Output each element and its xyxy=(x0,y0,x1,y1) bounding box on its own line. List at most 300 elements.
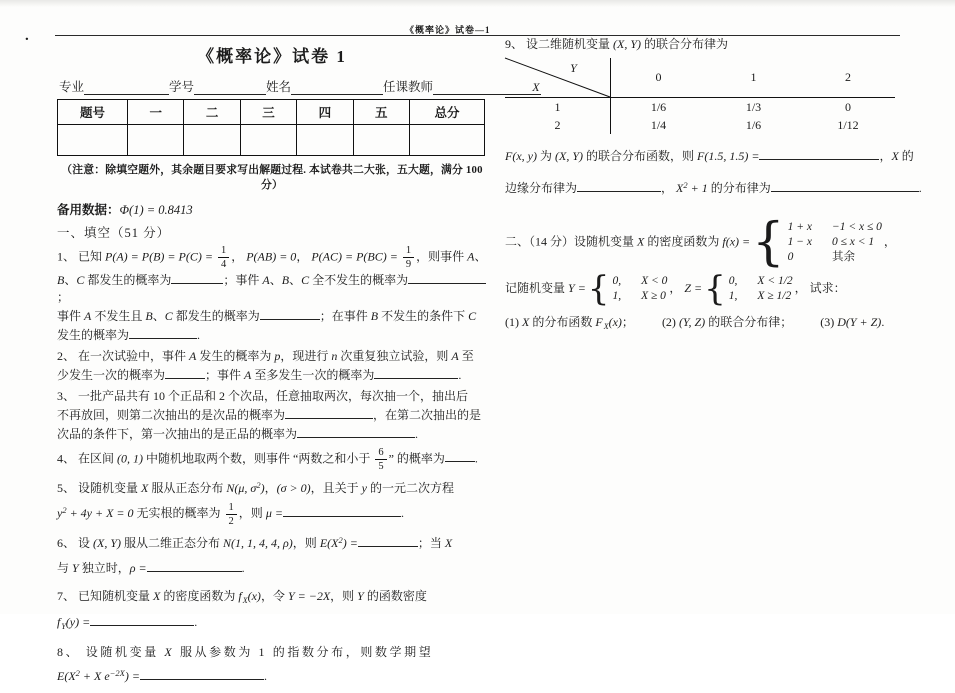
spacer xyxy=(792,325,820,326)
backup-data-value: Φ(1) = 0.8413 xyxy=(119,203,193,217)
text-run: . xyxy=(241,560,245,575)
case-cell: 0, xyxy=(728,275,738,287)
text-line xyxy=(57,270,487,306)
text-run: 的密度函数为 xyxy=(644,234,723,249)
text-run: ， xyxy=(879,149,892,163)
text-run: ，现进行 xyxy=(280,349,332,364)
math-run: X xyxy=(637,234,645,249)
math-run: (x) xyxy=(608,315,622,329)
piecewise-cases xyxy=(704,268,793,309)
text-run: . xyxy=(918,181,922,195)
math-run: Z = xyxy=(684,280,703,295)
text-line xyxy=(57,447,487,472)
table-col-header: 0 xyxy=(611,58,706,98)
blank-field xyxy=(283,503,401,517)
student-info-line xyxy=(59,77,487,95)
text-run: 的函数密度 xyxy=(363,588,427,603)
question-5 xyxy=(57,476,487,527)
score-table-header-cell: 二 xyxy=(184,100,240,125)
cases-rows xyxy=(612,274,667,304)
math-run: P(AC) = P(BC) = xyxy=(311,249,401,264)
math-run: (0, 1) xyxy=(117,451,144,466)
math-run: X xyxy=(444,535,453,550)
piecewise-cases xyxy=(752,212,882,272)
text-run: 、 xyxy=(152,309,165,324)
table-cell: 1/6 xyxy=(745,117,762,132)
case-cell: X ≥ 1/2 xyxy=(757,290,792,302)
text-run: 6、 设 xyxy=(57,535,94,550)
text-run: ， 试求： xyxy=(794,280,846,295)
text-run: 的密度函数为 xyxy=(160,588,239,603)
score-table-empty-cell xyxy=(354,125,410,155)
math-run: f xyxy=(57,614,61,629)
text-line xyxy=(505,268,950,309)
math-run: p xyxy=(274,349,281,364)
scan-artifact-band xyxy=(0,0,955,7)
text-line xyxy=(505,172,950,205)
info-field-major xyxy=(59,77,169,95)
text-run: 为 xyxy=(536,149,555,163)
text-run: ，则 xyxy=(292,535,320,550)
question-9-body xyxy=(505,140,950,205)
question-9-intro xyxy=(505,36,950,53)
math-run: A xyxy=(84,309,92,324)
text-run: 的分布律为 xyxy=(707,181,771,195)
text-run: 都发生的概率为 xyxy=(172,309,260,324)
text-run: . xyxy=(194,614,198,629)
text-run: 7、 已知随机变量 xyxy=(57,588,154,603)
text-run: 至 xyxy=(458,349,474,364)
case-cell: 0 xyxy=(787,251,794,263)
superscript: 2 xyxy=(62,505,67,516)
text-run: 全不发生的概率为 xyxy=(309,273,409,288)
math-run: (X, Y) xyxy=(613,37,642,51)
text-run: ，且关于 xyxy=(310,481,362,496)
question-3 xyxy=(57,388,487,443)
text-run: . xyxy=(263,668,267,683)
text-run: 4、 在区间 xyxy=(57,451,118,466)
text-run: ；当 xyxy=(417,535,445,550)
math-run: B xyxy=(281,273,290,288)
case-cell: X < 1/2 xyxy=(757,275,793,287)
joint-distribution-table xyxy=(505,58,895,134)
text-run: 少发生一次的概率为 xyxy=(57,368,166,383)
text-run: 次品的条件下，第一次抽出的是正品的概率为 xyxy=(57,427,298,442)
blank-field xyxy=(171,270,223,284)
text-run: 中随机地取两个数，则事件 “两数之和小于 xyxy=(143,451,374,466)
subscript: Y xyxy=(61,621,66,631)
math-run: P(A) = P(B) = P(C) = xyxy=(105,249,216,264)
text-run: 8、 设随机变量 xyxy=(57,644,165,659)
score-table-header-cell: 题号 xyxy=(58,100,128,125)
case-cell: 1, xyxy=(728,290,738,302)
backup-data xyxy=(57,200,487,218)
text-run: ； xyxy=(621,315,634,329)
blank-field xyxy=(297,424,415,438)
math-run: ) = xyxy=(124,668,140,683)
math-run: A xyxy=(189,349,197,364)
text-run: ，在第二次抽出的是 xyxy=(373,408,482,423)
math-run: F(1.5, 1.5) = xyxy=(697,149,760,163)
info-label: 任课教师 xyxy=(383,80,434,94)
text-run: ，则 xyxy=(330,588,358,603)
denominator: 5 xyxy=(378,461,384,473)
text-run: 发生的概率为 xyxy=(196,349,275,364)
left-column xyxy=(57,42,487,693)
text-run: ，令 xyxy=(260,588,288,603)
math-run: P(AB) = 0 xyxy=(246,249,297,264)
math-run: D(Y + Z) xyxy=(837,315,882,329)
math-run: (X, Y) xyxy=(93,535,122,550)
text-run: 、 xyxy=(474,249,487,264)
diagonal-line xyxy=(505,58,610,97)
text-line xyxy=(57,405,487,424)
table-row-header: 1 xyxy=(505,98,611,116)
corner-mark: . xyxy=(25,28,29,44)
text-run: . xyxy=(415,427,419,442)
text-run: 的分布函数 xyxy=(529,315,596,329)
question-6 xyxy=(57,531,487,580)
text-line xyxy=(57,610,487,636)
text-line xyxy=(505,36,950,53)
text-line xyxy=(57,640,487,664)
text-run: 都发生的概率为 xyxy=(84,273,172,288)
math-run: ρ = xyxy=(129,560,147,575)
text-line xyxy=(57,476,487,501)
math-run: ) = xyxy=(342,535,358,550)
case-cell: 0, xyxy=(612,275,622,287)
math-run: C xyxy=(301,273,310,288)
blank-field xyxy=(408,270,486,284)
text-line xyxy=(57,245,487,270)
math-run: B xyxy=(370,309,379,324)
text-run: 边缘分布律为 xyxy=(505,181,578,195)
table-col-header: 2 xyxy=(801,58,895,98)
text-run: 不发生且 xyxy=(91,309,146,324)
math-run: X xyxy=(522,315,530,329)
math-run: N(1, 1, 4, 4, ρ) xyxy=(223,535,293,550)
brace-glyph: { xyxy=(752,212,785,272)
superscript: 2 xyxy=(256,480,261,491)
math-run: f(x) = xyxy=(722,234,751,249)
text-run: 记随机变量 xyxy=(505,280,569,295)
text-line xyxy=(57,531,487,556)
math-run: (X, Y) xyxy=(555,149,583,163)
text-run: ；事件 xyxy=(205,368,245,383)
text-run: 事件 xyxy=(57,309,85,324)
superscript: 2 xyxy=(338,534,343,545)
text-line xyxy=(57,556,487,580)
question-2 xyxy=(57,348,487,384)
text-run: 1、 已知 xyxy=(57,249,106,264)
text-line xyxy=(57,388,487,405)
text-run: (1) xyxy=(505,315,522,329)
numerator: 6 xyxy=(375,447,386,460)
math-run: + X e xyxy=(79,668,110,683)
question-7 xyxy=(57,584,487,636)
info-blank xyxy=(194,81,266,95)
text-line xyxy=(505,212,950,272)
text-run: 5、 设随机变量 xyxy=(57,481,142,496)
cases-rows xyxy=(788,220,882,265)
info-field-student-id xyxy=(169,77,266,95)
math-run: X xyxy=(141,481,149,496)
case-cell: −1 < x ≤ 0 xyxy=(831,221,882,233)
table-col-header: 1 xyxy=(706,58,801,98)
math-run: A xyxy=(262,273,270,288)
backup-data-label: 备用数据： xyxy=(57,203,120,217)
text-run: 的联合分布律为 xyxy=(641,37,729,51)
math-run: E(X xyxy=(57,668,76,683)
math-run: A xyxy=(244,368,252,383)
text-line xyxy=(57,664,487,689)
blank-field xyxy=(771,178,919,192)
blank-field xyxy=(759,146,879,160)
page-title: 《概率论》试卷 1 xyxy=(197,47,347,66)
text-run: ， xyxy=(661,181,677,195)
blank-field xyxy=(285,405,373,419)
text-run: 、 xyxy=(269,273,282,288)
text-run: . xyxy=(881,315,885,329)
math-run: A xyxy=(467,249,475,264)
text-run: 服从参数为 1 的指数分布，则数学期望 xyxy=(174,644,434,659)
table-cell: 1/3 xyxy=(745,99,762,114)
math-run: μ = xyxy=(265,506,283,521)
blank-field xyxy=(445,448,475,462)
denominator: 9 xyxy=(405,259,412,271)
fraction xyxy=(403,245,414,270)
math-run: X xyxy=(153,588,161,603)
math-run: Y xyxy=(72,560,79,575)
math-run: A xyxy=(451,349,459,364)
right-column xyxy=(505,36,950,341)
text-run: 发生的概率为 xyxy=(57,328,130,343)
text-run: . xyxy=(400,506,404,521)
corner-label-y: Y xyxy=(570,61,577,75)
text-run: 无实根的概率为 xyxy=(133,506,224,521)
question-4 xyxy=(57,447,487,472)
text-run: ； xyxy=(57,290,70,305)
text-run: ，则 xyxy=(238,506,266,521)
denominator: 2 xyxy=(228,515,234,527)
info-label: 姓名 xyxy=(266,80,292,94)
running-header: 《概率论》试卷—1 xyxy=(405,25,491,35)
blank-field xyxy=(374,365,458,379)
fraction xyxy=(218,245,229,270)
text-run: ， xyxy=(296,249,312,264)
text-run: ， xyxy=(669,280,685,295)
text-run: ” 的概率为 xyxy=(388,451,445,466)
math-run: y xyxy=(361,481,367,496)
blank-field xyxy=(140,666,264,680)
text-line xyxy=(57,325,487,344)
superscript: 2 xyxy=(75,667,80,678)
text-run: (2) xyxy=(661,315,679,329)
text-run: ；事件 xyxy=(223,273,263,288)
blank-field xyxy=(577,178,661,192)
score-table-empty-cell xyxy=(128,125,184,155)
question-8 xyxy=(57,640,487,689)
table-row-header: 2 xyxy=(505,116,611,134)
text-run: 、 xyxy=(289,273,302,288)
case-cell: X < 0 xyxy=(641,275,668,287)
text-line xyxy=(57,584,487,610)
blank-field xyxy=(165,365,205,379)
case-cell: X ≥ 0 xyxy=(641,290,666,302)
text-run: 3、 一批产品共有 10 个正品和 2 个次品，任意抽取两次，每次抽一个，抽出后 xyxy=(57,389,469,404)
text-run: . xyxy=(458,368,462,383)
blank-field xyxy=(129,325,197,339)
text-run: 服从正态分布 xyxy=(148,481,227,496)
text-run: 服从二维正态分布 xyxy=(121,535,224,550)
score-table-header-cell: 三 xyxy=(241,100,297,125)
case-cell: 1, xyxy=(612,290,622,302)
text-line xyxy=(57,365,487,384)
subscripted-term xyxy=(595,315,608,329)
subscripted-term xyxy=(238,589,247,603)
text-run: 2、 在一次试验中，事件 xyxy=(57,349,190,364)
superscript: 2 xyxy=(683,180,688,190)
math-run: F(x, y) xyxy=(505,149,537,163)
text-run: ， xyxy=(264,481,277,496)
subscript: X xyxy=(242,595,248,605)
math-run: y xyxy=(57,506,63,521)
blank-field xyxy=(358,533,418,547)
math-run: Y xyxy=(357,588,364,603)
score-table xyxy=(57,99,485,156)
math-run: f xyxy=(238,588,242,603)
math-run: n xyxy=(331,349,338,364)
text-line xyxy=(505,312,950,334)
text-run: 二、（14 分）设随机变量 xyxy=(505,234,638,249)
text-line xyxy=(57,501,487,527)
table-cell: 1/4 xyxy=(650,117,667,132)
math-run: X xyxy=(164,644,175,659)
text-run: 的 xyxy=(898,149,914,163)
text-run: 9、 设二维随机变量 xyxy=(505,37,614,51)
blank-field xyxy=(90,612,194,626)
math-run: ) xyxy=(260,481,265,496)
question-1 xyxy=(57,245,487,344)
cases-rows xyxy=(729,274,793,304)
math-run: N(μ, σ xyxy=(226,481,257,496)
text-run: ；在事件 xyxy=(319,309,371,324)
text-run: 与 xyxy=(57,560,73,575)
score-table-empty-cell xyxy=(297,125,353,155)
corner-label-x: X xyxy=(532,80,540,94)
fraction xyxy=(226,502,237,527)
notice: （注意：除填空题外，其余题目要求写出解题过程. 本试卷共二大张，五大题，满分 100 分） xyxy=(61,164,483,191)
math-run: (Y, Z) xyxy=(678,315,706,329)
math-run: (y) = xyxy=(65,614,91,629)
denominator: 4 xyxy=(220,259,227,271)
math-run: X xyxy=(891,149,899,163)
case-cell: 0 ≤ x < 1 xyxy=(831,236,875,248)
score-table-empty-cell xyxy=(184,125,240,155)
score-table-empty-cell xyxy=(241,125,297,155)
spacer xyxy=(634,325,662,326)
text-run: 的联合分布函数，则 xyxy=(583,149,698,163)
math-run: C xyxy=(468,309,477,324)
superscript: −2X xyxy=(109,667,125,678)
text-line xyxy=(57,348,487,365)
text-run: 不发生的条件下 xyxy=(378,309,469,324)
math-run: Y = −2X xyxy=(287,588,331,603)
math-run: C xyxy=(164,309,173,324)
math-run: F xyxy=(595,315,603,329)
table-cell: 1/6 xyxy=(650,99,667,114)
text-run: ，则事件 xyxy=(416,249,468,264)
brace-glyph: { xyxy=(704,268,726,309)
info-label: 学号 xyxy=(169,80,195,94)
text-run: 次重复独立试验，则 xyxy=(337,349,452,364)
table-corner-cell xyxy=(505,58,611,98)
numerator: 1 xyxy=(226,502,237,515)
numerator: 1 xyxy=(403,245,414,258)
math-run: + 1 xyxy=(687,181,708,195)
text-run: ， xyxy=(883,234,896,249)
case-cell: 其余 xyxy=(831,251,855,263)
math-run: Y = xyxy=(568,280,586,295)
subscript: X xyxy=(603,322,609,331)
info-blank xyxy=(291,81,383,95)
text-line xyxy=(57,306,487,325)
text-run: . xyxy=(197,328,201,343)
score-table-empty-cell xyxy=(410,125,484,155)
score-table-empty-cell xyxy=(58,125,128,155)
text-run: 不再放回，则第二次抽出的是次品的概率为 xyxy=(57,408,286,423)
score-table-header-cell: 四 xyxy=(297,100,353,125)
math-run: (σ > 0) xyxy=(276,481,311,496)
text-line xyxy=(505,140,950,172)
info-field-name xyxy=(266,77,383,95)
text-run: ， xyxy=(231,249,247,264)
blank-field xyxy=(260,306,320,320)
math-run: + 4y + X = 0 xyxy=(66,506,134,521)
score-table-header-cell: 一 xyxy=(128,100,184,125)
numerator: 1 xyxy=(218,245,229,258)
info-label: 专业 xyxy=(59,80,85,94)
text-run: 的一元二次方程 xyxy=(366,481,454,496)
section-2 xyxy=(505,212,950,334)
math-run: C xyxy=(76,273,85,288)
info-blank xyxy=(84,81,169,95)
subscripted-term xyxy=(57,615,66,629)
math-run: (x) xyxy=(247,588,261,603)
case-cell: 1 − x xyxy=(787,236,812,248)
table-cell: 0 xyxy=(845,99,851,114)
math-run: X xyxy=(676,181,684,195)
fraction xyxy=(375,447,386,472)
text-run: . xyxy=(474,451,478,466)
section1-heading: 一、填空（51 分） xyxy=(57,226,171,240)
math-run: B xyxy=(145,309,153,324)
text-run: 至多发生一次的概率为 xyxy=(251,368,375,383)
score-table-header-cell: 五 xyxy=(354,100,410,125)
text-run: 、 xyxy=(64,273,77,288)
piecewise-cases xyxy=(587,268,668,309)
case-cell: 1 + x xyxy=(787,221,812,233)
text-run: 独立时， xyxy=(78,560,130,575)
math-run: E(X xyxy=(319,535,339,550)
blank-field xyxy=(147,558,242,572)
table-cell: 1/12 xyxy=(837,117,859,132)
text-line xyxy=(57,424,487,443)
text-run: 的联合分布律； xyxy=(705,315,793,329)
text-run: (3) xyxy=(820,315,838,329)
score-table-header-cell: 总分 xyxy=(410,100,484,125)
math-run: B xyxy=(57,273,65,288)
